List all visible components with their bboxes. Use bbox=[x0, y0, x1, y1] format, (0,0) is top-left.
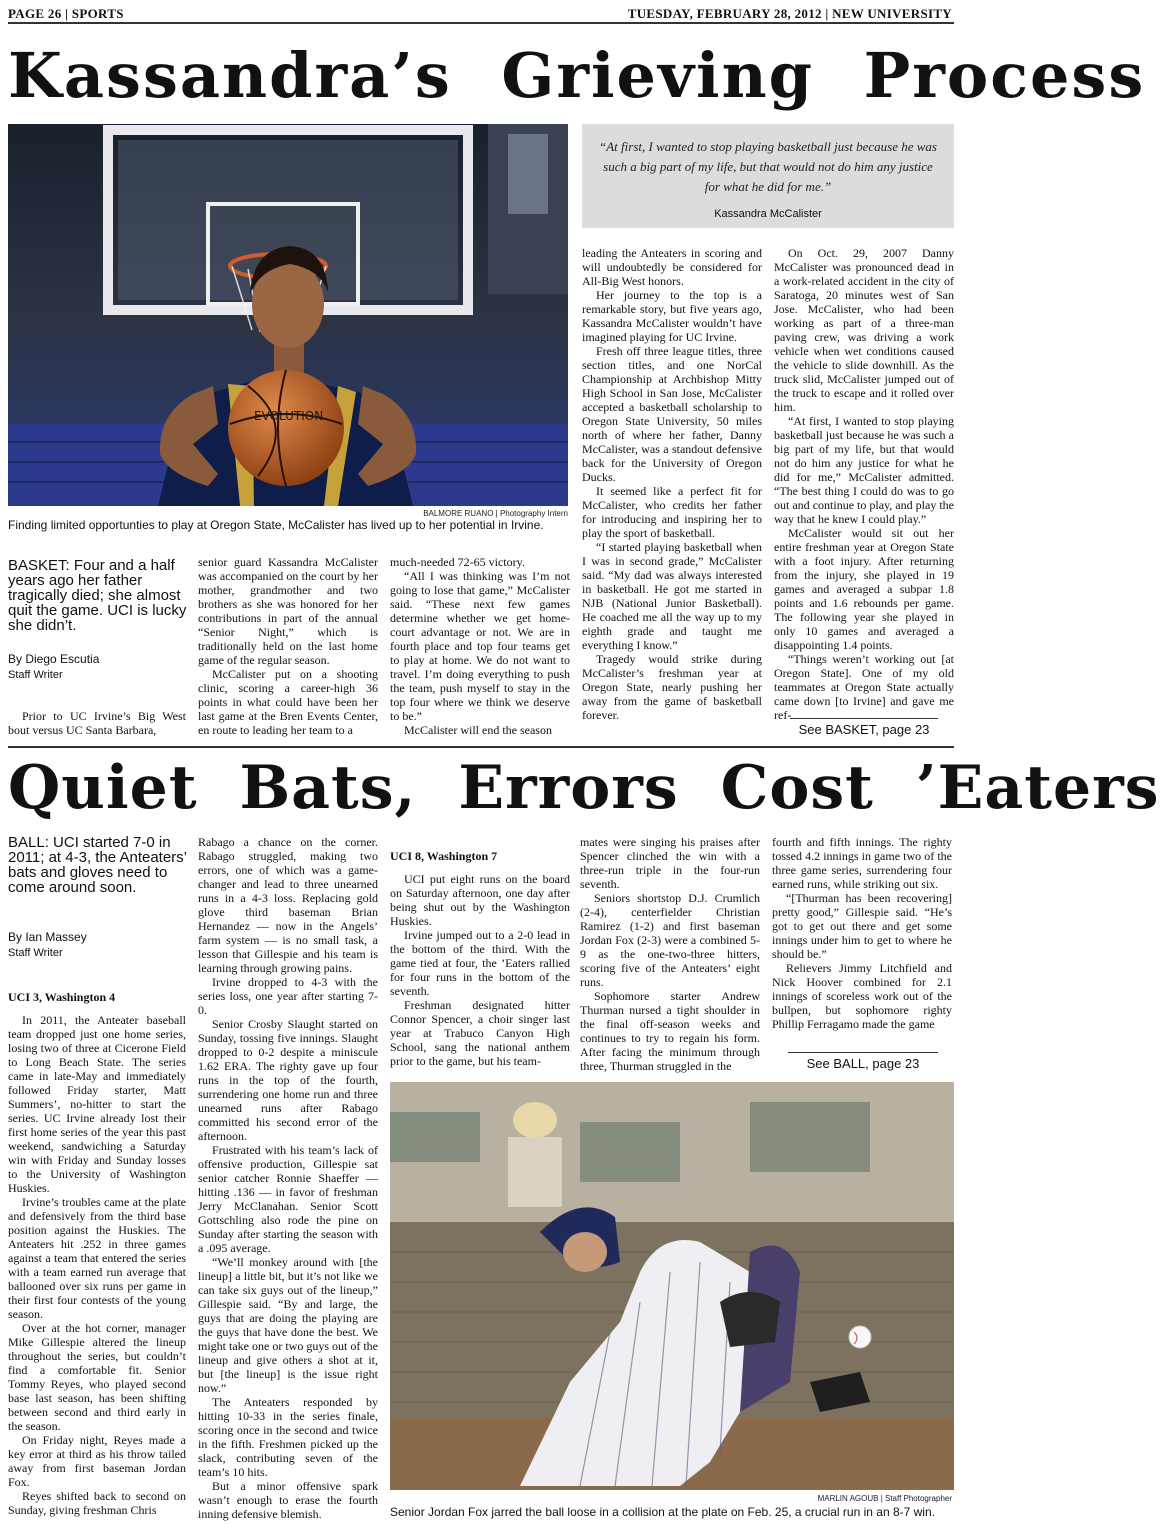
paragraph: McCalister will end the season bbox=[404, 723, 552, 737]
section-name: | SPORTS bbox=[65, 6, 124, 21]
paragraph: McCalister would sit out her entire freshman year at Oregon State with a foot injury. After returning from the injury, she played in 19 games and averaged a subpar 1.8 points and 1.6 rebounds per game. The following year she played in only 10 games and averaged a disappointing 1.4 points. bbox=[774, 526, 954, 652]
paragraph: UCI put eight runs on the board on Saturday afternoon, one day after being shut out by the Washington Huskies. bbox=[390, 872, 570, 928]
paragraph: leading the Anteaters in scoring and will undoubtedly be considered for All-Big West honors. bbox=[582, 246, 762, 288]
story1-column-1 bbox=[8, 709, 186, 739]
paragraph: Freshman designated hitter Connor Spencer, a choir singer last year at Trabuco Canyon High School, sang the national anthem prior to the game, but his team- bbox=[390, 998, 570, 1068]
paragraph: Frustrated with his team’s lack of offensive production, Gillespie sat senior catcher Ronnie Shaeffer — hitting .136 — in favor of freshman Jerry McClanahan. Senior Scott Gottschling also rode the pine on Sunday after starting the season with a .095 average. bbox=[198, 1143, 378, 1255]
paragraph: Rabago a chance on the corner. Rabago struggled, making two errors, one of which was a game-changer and lead to three unearned runs in a 4-3 loss. Replacing gold glove third baseman Brian Hernandez — now in the Angels’ farm system — is no small task, a lesson that Gillespie and his team is learning through growing pains. bbox=[198, 835, 378, 975]
paragraph: fourth and fifth innings. The righty tossed 4.2 innings in game two of the three game series, surrendering four earned runs, while striking out six. bbox=[772, 835, 952, 891]
story2-photo-caption: Senior Jordan Fox jarred the ball loose in a collision at the plate on Feb. 25, a crucial run in an 8-7 win. bbox=[390, 1505, 935, 1519]
game-subhead-2: UCI 8, Washington 7 bbox=[390, 849, 498, 863]
paragraph: Prior to UC Irvine’s Big West bout versus UC Santa Barbara, bbox=[8, 709, 186, 737]
baseball-photo bbox=[390, 1082, 954, 1490]
paragraph: Reyes shifted back to second on Sunday, giving freshman Chris bbox=[8, 1489, 186, 1517]
basketball-photo bbox=[8, 124, 568, 506]
paragraph: much-needed 72-65 victory. bbox=[390, 555, 525, 569]
paragraph: But a minor offensive spark wasn’t enough to erase the fourth inning defensive blemish. bbox=[198, 1479, 378, 1521]
story1-column-2 bbox=[198, 555, 378, 739]
page-label: PAGE bbox=[8, 6, 45, 21]
paragraph: “At first, I wanted to stop playing basketball just because he was such a big part of my life, but that would not do him any justice for what he did for me,” McCalister admitted. “The best thing I could do was to go out and continue to play, and play the way that he knew I could play.” bbox=[774, 414, 954, 526]
paragraph: Seniors shortstop D.J. Crumlich (2-4), centerfielder Christian Ramirez (1-2) and first baseman Jordan Fox (2-3) were a combined 5-9 as the one-two-three hitters, scoring five of the Anteaters’ eight runs. bbox=[580, 891, 760, 989]
paragraph: Her journey to the top is a remarkable story, but five years ago, Kassandra McCalister wouldn’t have imagined playing for UC Irvine. bbox=[582, 288, 762, 344]
paragraph: “All I was thinking was I’m not going to lose that game,” McCalister said. “These next few games determine whether we get home-court advantage or not. We are in fourth place and top four teams get to play at home. We do not want to travel. I’m doing everything to push the team, push myself to stay in the top four where we think we deserve to be.” bbox=[390, 569, 570, 723]
story1-photo-credit: BALMORE RUANO | Photography Intern bbox=[423, 509, 568, 518]
page-number: 26 bbox=[47, 6, 62, 21]
paragraph: mates were singing his praises after Spencer clinched the win with a three-run triple in the four-run seventh. bbox=[580, 835, 760, 891]
story1-column-3 bbox=[390, 555, 570, 739]
game-subhead-1: UCI 3, Washington 4 bbox=[8, 990, 116, 1004]
paragraph: Fresh off three league titles, three section titles, and one NorCal Championship at Archbishop Mitty High School in San Jose, McCalister accepted a basketball scholarship to Oregon State University, 50 miles north of where her father, Danny McCalister, was a standout defensive back for the University of Oregon Ducks. bbox=[582, 344, 762, 484]
story1-column-5 bbox=[774, 246, 954, 722]
story2-column-4 bbox=[580, 835, 760, 1073]
story1-column-4 bbox=[582, 246, 762, 738]
pull-quote-box bbox=[582, 124, 954, 228]
paragraph: “[Thurman has been recovering] pretty good,” Gillespie said. “He’s got to get out there and get some innings under him to get to where he should be.” bbox=[772, 891, 952, 961]
paragraph: Irvine jumped out to a 2-0 lead in the bottom of the third. With the game tied at four, the ’Eaters rallied for four runs in the bottom of the seventh. bbox=[390, 928, 570, 998]
paragraph: “We’ll monkey around with [the lineup] a little bit, but it’s not like we can take six guys out of the lineup,” Gillespie said. “By and large, the guys that are doing the playing are the guys that have done the best. We might take one or two guys out of the lineup and give others a shot at it, but [the lineup] is the issue right now.” bbox=[198, 1255, 378, 1395]
story1-headline: Kassandra’s Grieving Process bbox=[8, 39, 1146, 112]
paragraph: Senior Crosby Slaught started on Sunday, tossing five innings. Slaught dropped to 0-2 despite a miniscule 1.62 ERA. The righty gave up four runs in the top of the fourth, surrendering one home run and three unearned runs after Rabago committed his second error of the afternoon. bbox=[198, 1017, 378, 1143]
story2-column-5 bbox=[772, 835, 952, 1045]
story2-photo-credit: MARLIN AGOUB | Staff Photographer bbox=[817, 1494, 952, 1503]
story1-photo-caption: Finding limited opportunties to play at Oregon State, McCalister has lived up to her potential in Irvine. bbox=[8, 518, 544, 532]
pull-quote-text: “At first, I wanted to stop playing basketball just because he was such a big part of my life, but that would not do him any justice for what he did for me.” bbox=[599, 139, 937, 194]
paragraph: “Things weren’t working out [at Oregon State]. One of my old teammates at Oregon State actually came down [to Irvine] and gave me ref- bbox=[774, 652, 954, 722]
paragraph: “I started playing basketball when I was in second grade,” McCalister said. “My dad was always interested in basketball. He got me started in NJB (National Junior Basketball). He coached me all the way up to my eighth grade and taught me everything I know.” bbox=[582, 540, 762, 652]
story1-deck: BASKET: Four and a half years ago her father tragically died; she almost quit the game. UCI is lucky she didn’t. bbox=[8, 557, 187, 634]
folio-rule bbox=[8, 22, 954, 24]
paragraph: The Anteaters responded by hitting 10-33 in the series finale, scoring once in the second and twice in the fifth. Freshmen picked up the slack, contributing seven of the team’s 10 hits. bbox=[198, 1395, 378, 1479]
story2-jump-line[interactable]: See BALL, page 23 bbox=[788, 1052, 938, 1071]
story1-byline: By Diego Escutia bbox=[8, 652, 100, 666]
paragraph: Over at the hot corner, manager Mike Gillespie altered the lineup throughout the series, but couldn’t find a comfortable fit. Senior Tommy Reyes, who played second base last season, has been shifting between second and third early in the season. bbox=[8, 1321, 186, 1433]
paragraph: Tragedy would strike during McCalister’s freshman year at Oregon State, nearly pushing her away from the game of basketball forever. bbox=[582, 652, 762, 722]
paragraph: On Friday night, Reyes made a key error at third as his throw tailed away from first baseman Jordan Fox. bbox=[8, 1433, 186, 1489]
pull-quote-attribution: Kassandra McCalister bbox=[714, 208, 822, 220]
story2-byline-role: Staff Writer bbox=[8, 947, 63, 959]
story1-jump-line[interactable]: See BASKET, page 23 bbox=[790, 718, 938, 737]
paragraph: senior guard Kassandra McCalister was accompanied on the court by her mother, grandmother and two brothers as she was honored for her contributions in part of the annual “Senior Night,” which is traditionally held on the last home game of the regular season. bbox=[198, 555, 378, 667]
dateline: TUESDAY, FEBRUARY 28, 2012 | NEW UNIVERSITY bbox=[627, 6, 952, 21]
story2-deck: BALL: UCI started 7-0 in 2011; at 4-3, the Anteaters’ bats and gloves need to come around soon. bbox=[8, 834, 187, 896]
paragraph: In 2011, the Anteater baseball team dropped just one home series, losing two of three at Cicerone Field to Long Beach State. The series came in late-May and immediately followed Friday starter, Matt Summers’, no-hitter to start the series. UC Irvine already lost their first home series of the year this past weekend, sandwiching a Saturday win with Friday and Sunday losses to the University of Washington Huskies. bbox=[8, 1013, 186, 1195]
story2-column-1 bbox=[8, 986, 186, 1518]
story1-byline-role: Staff Writer bbox=[8, 669, 63, 681]
story2-column-2 bbox=[198, 835, 378, 1521]
paragraph: Irvine dropped to 4-3 with the series loss, one year after starting 7-0. bbox=[198, 975, 378, 1017]
paragraph: McCalister put on a shooting clinic, scoring a career-high 36 points in what could have been her last game at the Bren Events Center, en route to leading her team to a bbox=[198, 667, 378, 737]
paragraph: Sophomore starter Andrew Thurman nursed a tight shoulder in the final off-season weeks and continues to try to regain his form. After facing the minimum through three, Thurman struggled in the bbox=[580, 989, 760, 1073]
basketball-brand-text: EVOLUTION bbox=[254, 409, 324, 423]
story2-byline: By Ian Massey bbox=[8, 930, 87, 944]
paragraph: Relievers Jimmy Litchfield and Nick Hoover combined for 2.1 innings of scoreless work out of the bullpen, but sophomore righty Phillip Ferragamo made the game bbox=[772, 961, 952, 1031]
story2-column-3 bbox=[390, 845, 570, 1073]
page-folio bbox=[8, 6, 124, 22]
paragraph: Irvine’s troubles came at the plate and defensively from the third base position against the Huskies. The Anteaters hit .252 in three games against a team that entered the series with a team earned run average that ballooned over six runs per game in their first four contests of the young season. bbox=[8, 1195, 186, 1321]
story2-headline: Quiet Bats, Errors Cost ’Eaters bbox=[8, 753, 1160, 823]
paragraph: It seemed like a perfect fit for McCalister, who credits her father for introducing and inspiring her to play the sport of basketball. bbox=[582, 484, 762, 540]
paragraph: On Oct. 29, 2007 Danny McCalister was pronounced dead in a work-related accident in the city of Saratoga, 20 minutes west of San Jose. McCalister, who had been working as part of a three-man paving crew, was driving a work vehicle when wet conditions caused the vehicle to slide downhill. As the truck slid, McCalister jumped out of the truck to escape and it rolled over him. bbox=[774, 246, 954, 414]
